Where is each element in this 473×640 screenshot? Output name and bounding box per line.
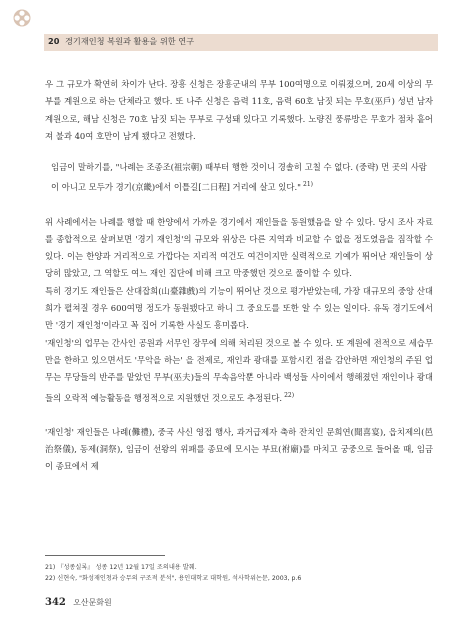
paragraph-5: '재인청' 재인들은 나례(儺禮), 중국 사신 영접 행사, 과거급제자 축하 잔치인 문희연(聞喜宴), 읍치제의(邑治祭儀), 동제(洞祭), 임금이 선왕의 위패를 종묘에 모시는 부묘(祔廟)를 마치고 궁중으로 들어올 때, 임금이 종묘에서 제 bbox=[45, 426, 433, 472]
chapter-number: 20 bbox=[48, 36, 60, 46]
page-footer bbox=[45, 597, 112, 608]
quotation bbox=[45, 159, 433, 196]
running-title: 경기재인청 복원과 활용을 위한 연구 bbox=[65, 36, 195, 46]
body-text bbox=[45, 76, 433, 476]
page-number: 342 bbox=[45, 597, 66, 608]
footnote-21: 21) 『성종실록』 성종 12년 12월 17일 조의내용 발췌. bbox=[45, 564, 197, 571]
paragraph-1: 우 그 규모가 확연히 차이가 난다. 장흥 신청은 장흥군내의 무부 100여명으로 이뤄졌으며, 20세 이상의 무부를 계원으로 하는 단체라고 했다. 또 나주 신청은 음력 11호, 음력 60호 남짓 되는 무호(巫戶) 성년 남자 계원으로, 해남 신청은 70호 남짓 되는 무부로 구성돼 있다고 기록했다. 노량진 풍류방은 무호가 점차 흩어져 불과 40여 호만이 남게 됐다고 전했다. bbox=[45, 79, 433, 141]
footnote-ref-21: 21) bbox=[303, 181, 313, 189]
footnote-ref-22: 22) bbox=[284, 391, 295, 399]
paragraph-3: 특히 경기도 재인들은 산대잡희(山臺雜戲)의 기능이 뛰어난 것으로 평가받았는데, 가장 대규모의 중앙 산대희가 펼쳐질 경우 600여명 정도가 동원됐다고 하니 그 중요도를 또한 알 수 있는 일이다. 유독 경기도에서만 '경기 재인청'이라고 꼭 집어 기록한 사실도 흥미롭다. bbox=[45, 285, 433, 331]
paragraph-4-text: '재인청'의 업무는 간사인 공원과 서무인 장무에 의해 처리된 것으로 볼 수 있다. 또 계원에 전적으로 세습무만을 한하고 있으면서도 '무악을 하는' 을 전제로, 재인과 광대를 포함시킨 점을 감안하면 재인청의 주된 업무는 무당들의 반주를 맡았던 무부(巫夫)들의 무속음악뿐 아니라 백성들 사이에서 행해졌던 재인이나 광대들의 오락적 예능활동을 행정적으로 지원했던 것으로도 추정된다. bbox=[45, 337, 433, 403]
quotation-text: 임금이 말하기를, "나례는 조종조(祖宗朝) 때부터 행한 것이니 경솔히 고칠 수 없다. (중략) 먼 곳의 사람이 아니고 모두가 경기(京畿)에서 이틀길[二日程] 거리에 살고 있다." bbox=[51, 162, 427, 193]
footnote-22: 22) 신현숙, "화성재인청과 승무의 구조적 분석", 용인대학교 대학원, 석사학위논문, 2003, p.6 bbox=[45, 575, 302, 582]
publication-name: 오산문화원 bbox=[73, 598, 112, 607]
paragraph-2: 위 사례에서는 나례를 행할 때 한양에서 가까운 경기에서 재인들을 동원했음을 알 수 있다. 당시 조사 자료를 종합적으로 살펴보면 '경기 재인청'의 규모와 위상은 다른 지역과 비교할 수 없을 정도였음을 짐작할 수 있다. 이는 한양과 거리적으로 가깝다는 지리적 여건도 여건이지만 실력적으로 기예가 뛰어난 재인들이 상당히 많았고, 그 역할도 여느 재인 집단에 비해 크고 막중했던 것으로 풀이할 수 있다. bbox=[45, 216, 433, 279]
paragraph-4 bbox=[45, 335, 433, 407]
footnote-divider bbox=[45, 555, 165, 556]
footnotes bbox=[45, 562, 435, 584]
flower-ornament-icon bbox=[13, 9, 31, 27]
running-header bbox=[48, 36, 194, 47]
